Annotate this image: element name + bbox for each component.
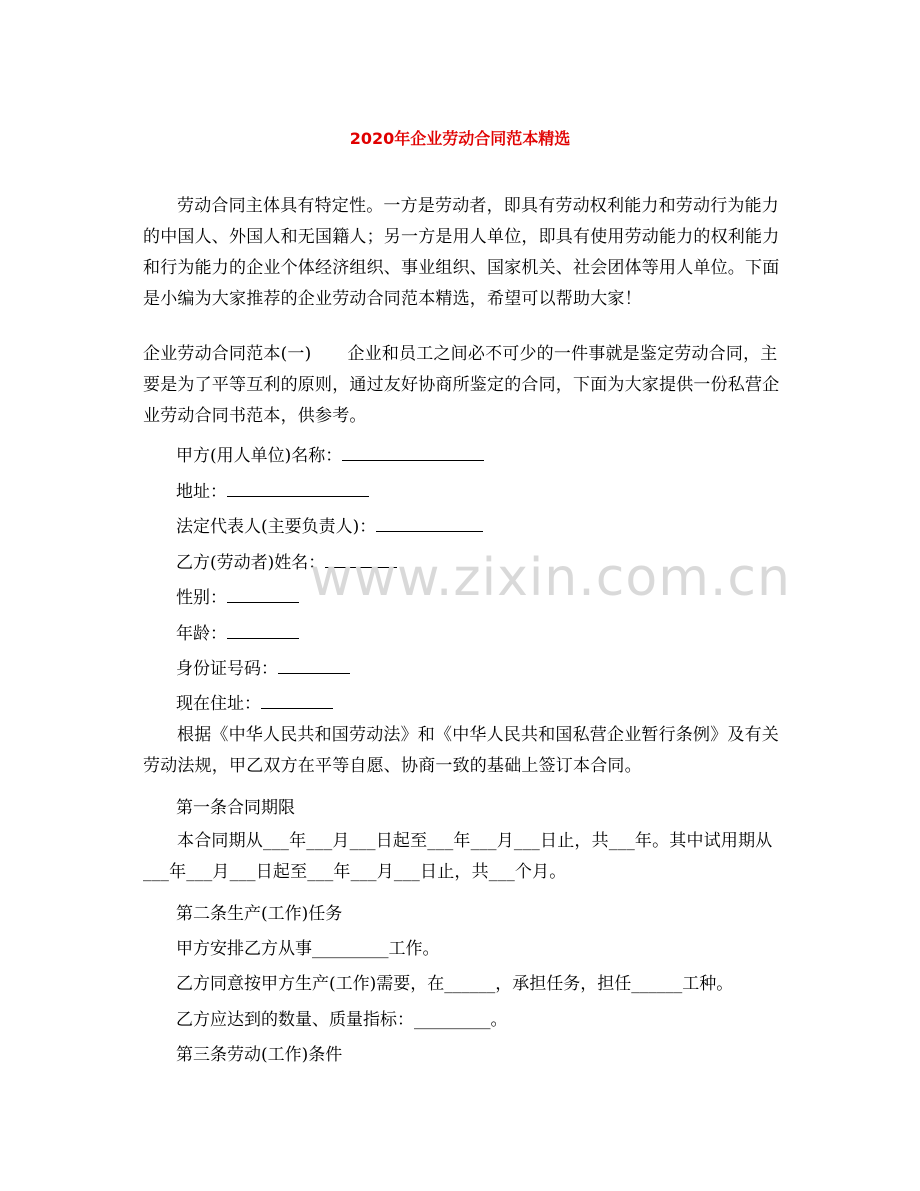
section1-paragraph: [143, 339, 783, 432]
section1-text: 企业和员工之间必不可少的一件事就是鉴定劳动合同，主要是为了平等互利的原则，通过友好协商所鉴定的合同，下面为大家提供一份私营企业劳动合同书范本，供参考。: [143, 344, 780, 426]
document-title: 2020年企业劳动合同范本精选: [349, 129, 571, 148]
party-a-name-label: 甲方(用人单位)名称：: [176, 446, 343, 466]
address-label: 地址：: [176, 482, 227, 502]
article1-title: 第一条合同期限: [176, 798, 295, 818]
watermark: www.zixin.com.cn: [310, 548, 791, 608]
age-label: 年龄：: [176, 624, 227, 644]
age-blank: [227, 620, 299, 639]
current-address-label: 现在住址：: [176, 694, 261, 714]
party-a-name-blank: [342, 442, 484, 461]
article2-line3: 乙方应达到的数量、质量指标：_________。: [176, 1010, 508, 1030]
address-blank: [227, 478, 369, 497]
legal-rep-label: 法定代表人(主要负责人)：: [176, 517, 377, 537]
id-number-field: [176, 655, 350, 681]
legal-rep-blank: [376, 513, 483, 532]
address-field: [176, 478, 369, 504]
article1-text: 本合同期从___年___月___日起至___年___月___日止，共___年。其中试用期从___年___月___日起至___年___月___日止，共___个月。: [143, 831, 773, 882]
gender-field: [176, 584, 299, 610]
article3-title: 第三条劳动(工作)条件: [176, 1045, 343, 1065]
party-b-name-label: 乙方(劳动者)姓名：: [176, 553, 326, 573]
current-address-field: [176, 690, 333, 716]
gender-label: 性别：: [176, 588, 227, 608]
legal-rep-field: [176, 513, 483, 539]
party-a-name-field: [176, 442, 484, 468]
current-address-blank: [261, 690, 333, 709]
basis-paragraph: 根据《中华人民共和国劳动法》和《中华人民共和国私营企业暂行条例》及有关劳动法规，甲乙双方在平等自愿、协商一致的基础上签订本合同。: [143, 725, 779, 776]
id-number-label: 身份证号码：: [176, 659, 278, 679]
age-field: [176, 620, 299, 646]
section1-heading: 企业劳动合同范本(一): [143, 344, 312, 364]
article2-title: 第二条生产(工作)任务: [176, 904, 343, 924]
intro-paragraph: 劳动合同主体具有特定性。一方是劳动者，即具有劳动权利能力和劳动行为能力的中国人、外国人和无国籍人；另一方是用人单位，即具有使用劳动能力的权利能力和行为能力的企业个体经济组织、事业组织、国家机关、社会团体等用人单位。下面是小编为大家推荐的企业劳动合同范本精选，希望可以帮助大家！: [143, 196, 780, 309]
article2-line2: 乙方同意按甲方生产(工作)需要，在______，承担任务，担任______工种。: [176, 974, 734, 994]
id-number-blank: [278, 655, 350, 674]
article2-line1: 甲方安排乙方从事_________工作。: [176, 939, 440, 959]
gender-blank: [227, 584, 299, 603]
